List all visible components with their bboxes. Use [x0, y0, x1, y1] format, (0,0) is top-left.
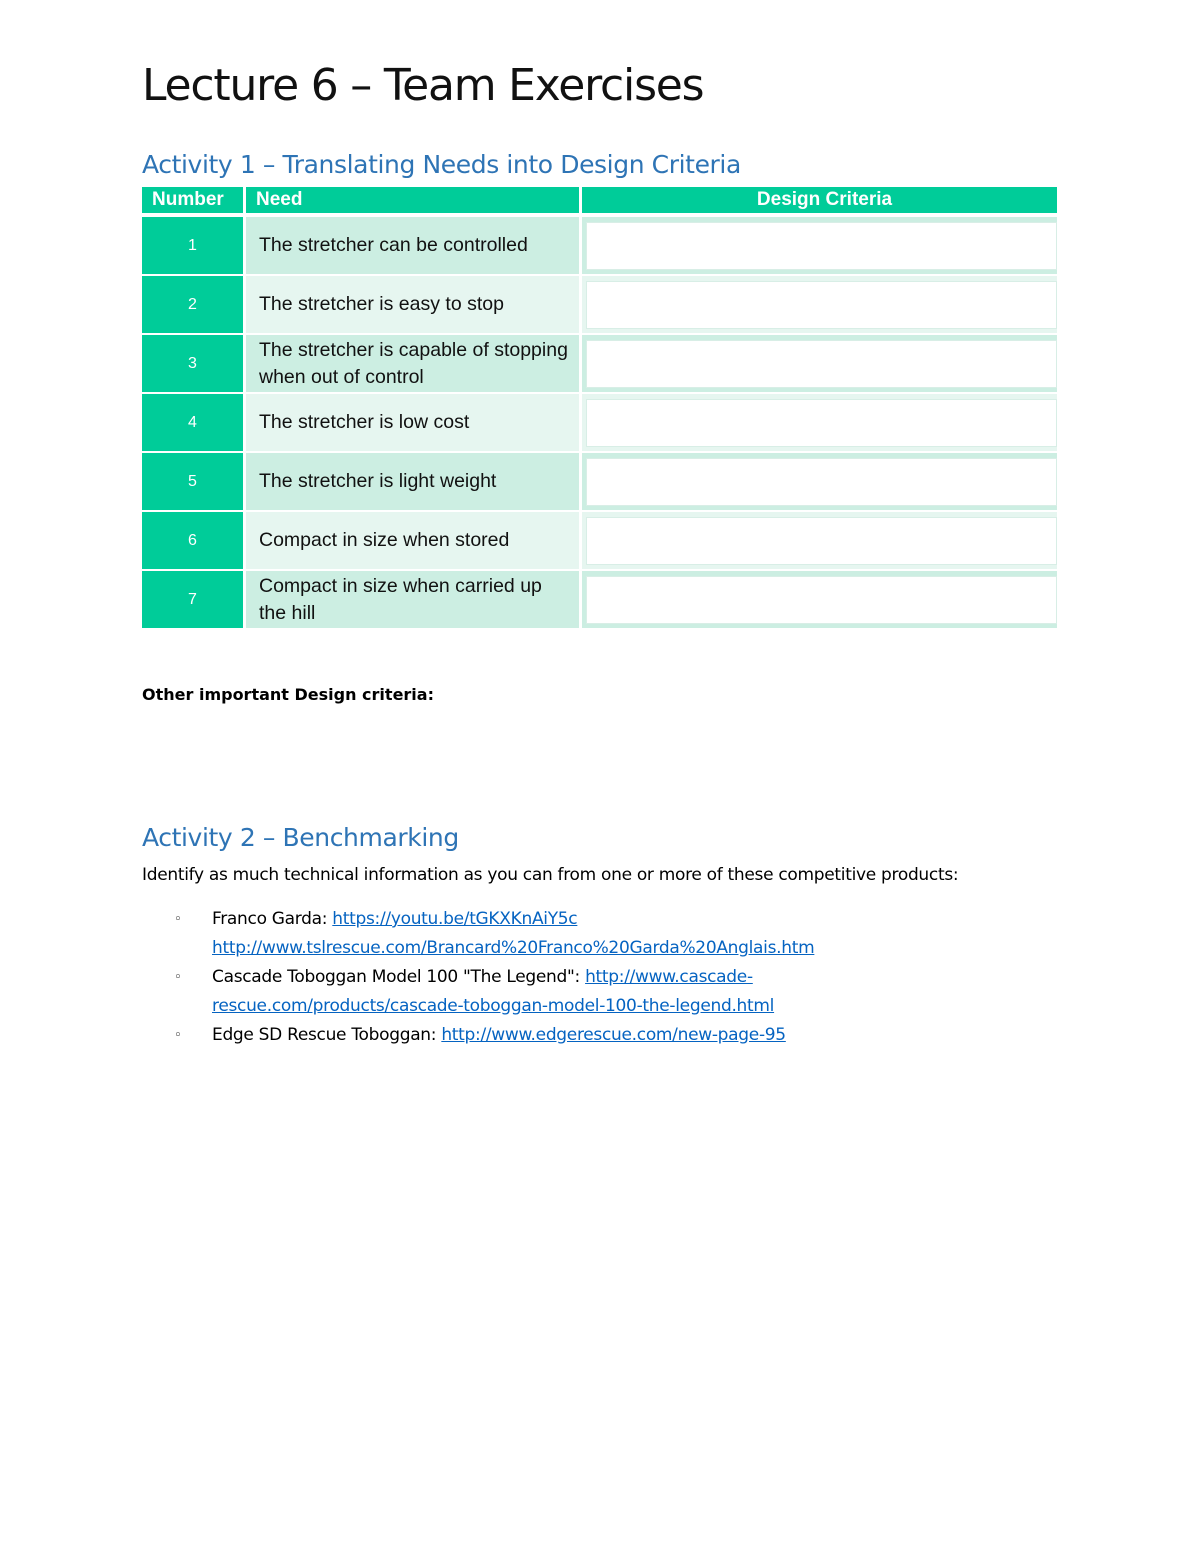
need-text: The stretcher is capable of stopping when out of control: [246, 335, 582, 394]
table-row: [142, 453, 1057, 512]
row-number: 5: [142, 453, 246, 512]
list-item: [142, 905, 972, 963]
design-criteria-cell: [582, 335, 1057, 394]
design-criteria-cell: [582, 512, 1057, 571]
design-criteria-cell: [582, 217, 1057, 276]
product-link[interactable]: http://www.tslrescue.com/Brancard%20Franco%20Garda%20Anglais.htm: [212, 938, 815, 958]
page-title: Lecture 6 – Team Exercises: [142, 60, 704, 111]
need-text: The stretcher is easy to stop: [246, 276, 582, 335]
design-criteria-field[interactable]: [586, 281, 1057, 329]
list-item: [142, 963, 972, 1021]
design-criteria-cell: [582, 453, 1057, 512]
table-row: [142, 276, 1057, 335]
table-row: [142, 394, 1057, 453]
need-text: Compact in size when stored: [246, 512, 582, 571]
column-header-number: Number: [142, 187, 246, 217]
need-text: Compact in size when carried up the hill: [246, 571, 582, 630]
link-line-1: http://www.cascade-: [585, 967, 753, 987]
product-link[interactable]: http://www.edgerescue.com/new-page-95: [441, 1025, 786, 1045]
activity-1-heading: Activity 1 – Translating Needs into Design Criteria: [142, 150, 741, 179]
product-list: [142, 905, 972, 1050]
activity-2-heading: Activity 2 – Benchmarking: [142, 823, 459, 852]
design-criteria-cell: [582, 571, 1057, 630]
need-text: The stretcher can be controlled: [246, 217, 582, 276]
row-number: 3: [142, 335, 246, 394]
bullet-icon: ◦: [174, 1028, 182, 1043]
bullet-icon: ◦: [174, 912, 182, 927]
column-header-design-criteria: Design Criteria: [582, 187, 1057, 217]
design-criteria-cell: [582, 276, 1057, 335]
row-number: 7: [142, 571, 246, 630]
table-row: [142, 571, 1057, 630]
product-name: Cascade Toboggan Model 100 "The Legend":: [212, 967, 586, 987]
need-text: The stretcher is low cost: [246, 394, 582, 453]
column-header-need: Need: [246, 187, 582, 217]
design-criteria-field[interactable]: [586, 576, 1057, 624]
benchmarking-instructions: Identify as much technical information as you can from one or more of these competitive products:: [142, 865, 959, 885]
other-design-criteria-label: Other important Design criteria:: [142, 685, 434, 704]
design-criteria-field[interactable]: [586, 458, 1057, 506]
design-criteria-field[interactable]: [586, 517, 1057, 565]
row-number: 4: [142, 394, 246, 453]
row-number: 2: [142, 276, 246, 335]
design-criteria-field[interactable]: [586, 399, 1057, 447]
need-text: The stretcher is light weight: [246, 453, 582, 512]
product-name: Edge SD Rescue Toboggan:: [212, 1025, 442, 1045]
table-body: [142, 217, 1057, 630]
design-criteria-field[interactable]: [586, 222, 1057, 270]
design-criteria-cell: [582, 394, 1057, 453]
bullet-icon: ◦: [174, 970, 182, 985]
row-number: 1: [142, 217, 246, 276]
table-row: [142, 217, 1057, 276]
row-number: 6: [142, 512, 246, 571]
table-header-row: [142, 187, 1057, 217]
product-name: Franco Garda:: [212, 909, 333, 929]
table-row: [142, 512, 1057, 571]
link-line-2: rescue.com/products/cascade-toboggan-model-100-the-legend.html: [212, 996, 775, 1016]
design-criteria-table: [142, 187, 1057, 630]
list-item: [142, 1021, 972, 1050]
product-link[interactable]: https://youtu.be/tGKXKnAiY5c: [332, 909, 578, 929]
table-row: [142, 335, 1057, 394]
design-criteria-field[interactable]: [586, 340, 1057, 388]
